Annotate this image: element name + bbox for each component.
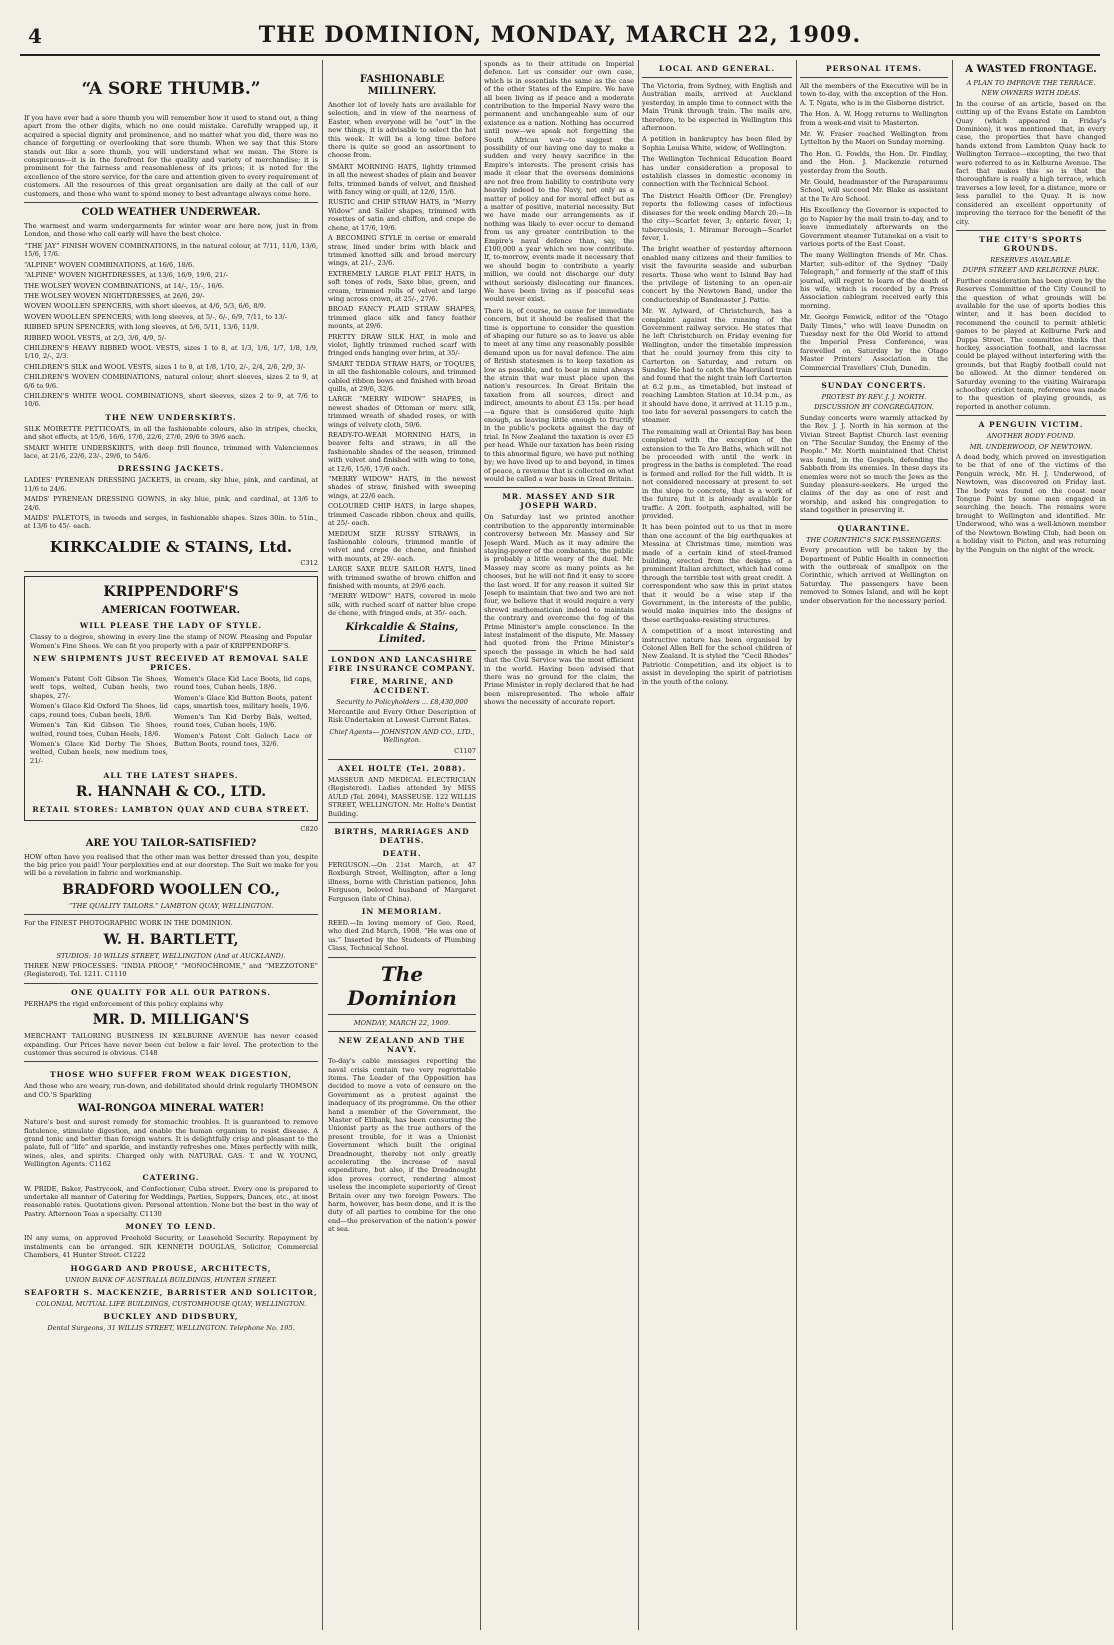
insurance-security: Security to Policyholders ... £8,430,000 xyxy=(336,697,468,706)
list-item: COLOURED CHIP HATS, in large shapes, trimmed Cascade ribbon choux and quills, at 25/- each. xyxy=(328,502,476,528)
divider xyxy=(328,822,476,823)
column-rule xyxy=(480,60,481,1630)
divider xyxy=(328,759,476,760)
krippendorf-list-left xyxy=(30,675,168,767)
underwear-intro: The warmest and warm undergarments for winter wear are here now, just in from London, and those who call early will have the best choice. xyxy=(24,222,318,239)
paper-nameplate: The Dominion xyxy=(347,961,457,1010)
divider xyxy=(956,230,1106,231)
massey-text: On Saturday last we printed another contribution to the apparently interminable controversy between Mr. Massey and Sir Joseph Ward. Much as it may admire the staying-power of the combatants, the public is probably a little weary of the duel. Mr. Massey may score as many points as he chooses, but he will not find it easy to score the last word. If for any reason it suited Sir Joseph to maintain that two and two are not four, we believe that it would require a very shrewd mathematician indeed to maintain the contrary and overcome the fog of the Prime Minister's ample conscience. In the latest instalment of the dispute, Mr. Massey had quoted from the Prime Minister's speech the passage in which he had said that the Civil Service was the most efficient in the world. Having been advised that there was no ground for the claim, the Prime Minister in reply declared that he had been misrepresented. The whole affair shows the necessity of accurate report. xyxy=(484,513,634,707)
penguin-title: A PENGUIN VICTIM. xyxy=(978,420,1084,430)
news-paragraph: The District Health Officer (Dr. Frengley) reports the following cases of infectious diseases for the week ending March 20:—In the city—Scarlet fever, 3; enteric fever, 1; tuberculosis, 1. Miramar Borough—Scarlet fever, 1. xyxy=(642,191,792,242)
column-5 xyxy=(800,60,948,1635)
masthead xyxy=(20,20,1100,56)
divider xyxy=(328,650,476,651)
leader-continued: sponds as to their attitude on Imperial defence. Let us consider our own case, which is in essentials the same as the case of the other States of the Empire. We have all been living as if peace and a moderate contribution to the Imperial Navy were the permanent and unchangeable sum of our existence as a nation. Nothing has occurred until now—we speak not forgetting the South African war—to suggest the possibility of our having one day to make a sudden and very heavy sacrifice in the Empire's interests. The present crisis has made it clear that the overseas dominions are not free from liability to contribute very heavily indeed to the Navy, not only as a matter of policy and for moral effect but as a matter of positive, material necessity. But we have made our arrangements as if nothing was likely to ever occur to demand from us any greater contribution to the Empire's naval defence than, say, the £100,000 a year which we now contribute. If, to-morrow, events made it necessary that we should begin to contribute a yearly million, we could not discharge our duty without seriously dislocating our finances. We have been living as if peaceful seas would never exist. xyxy=(484,60,634,304)
list-item: Women's Glace Kid Derby Tie Shoes, welted, Cuban heels, new medium toes, 21/- xyxy=(30,739,168,765)
column-1-advertisements xyxy=(24,60,318,1635)
insurance-title: LONDON AND LANCASHIRE FIRE INSURANCE COMPANY. xyxy=(328,654,476,673)
issue-date: MONDAY, MARCH 22, 1909. xyxy=(353,1018,451,1027)
insurance-subtitle: FIRE, MARINE, AND ACCIDENT. xyxy=(350,676,454,695)
money-text: IN any sums, on approved Freehold Security, or Leasehold Security. Repayment by instalments can be arranged. SIR KENNETH DOUGLAS, Solicitor, Commercial Chambers, 41 Hunter Street. C1222 xyxy=(24,1234,318,1260)
list-item: CHILDREN'S WOVEN COMBINATIONS, natural colour, short sleeves, sizes 2 to 9, at 6/6 to 9/6. xyxy=(24,373,318,390)
news-paragraph: Mr. W. Aylward, of Christchurch, has a complaint against the running of the Government railway service. He states that he left Christchurch on Friday evening for Wellington, under the timetable impression that he could journey from this city to Carterton on Saturday, and return on Sunday. He had to catch the Maoriland train and found that the night train left Carterton at 6.2 p.m., as timetabled, but instead of reaching Lambton Station at 10.34 p.m., as it should have done, it arrived at 11.15 p.m., too late for several passengers to catch the steamer. xyxy=(642,307,792,425)
krippendorf-title: KRIPPENDORF'S xyxy=(103,584,239,601)
list-item: READY-TO-WEAR MORNING HATS, in beaver felts and straws, in all the fashionable shades of the season, trimmed with velvet and finished with wing to tone, at 12/6, 15/6, 17/6 each. xyxy=(328,431,476,473)
divider xyxy=(328,1031,476,1032)
divider xyxy=(956,415,1106,416)
penguin-sub-2: MR. UNDERWOOD, OF NEWTOWN. xyxy=(969,442,1093,451)
column-rule xyxy=(638,60,639,1630)
divider xyxy=(642,77,792,78)
leader-text: To-day's cable messages reporting the naval crisis contain two very regrettable items. The Leader of the Opposition has decided to move a vote of censure on the Government as a protest against the inadequacy of its programme. On the other hand a member of the Government, the Master of Elibank, has been censuring the Unionist party as the true authors of the present trouble, for it was a Unionist Government which built the original Dreadnought, thereby not only greatly accelerating the increase of naval expenditure, but also, if the Dreadnought idea proves correct, rendering almost useless the incomplete superiority of Great Britain over any two foreign Powers. The harm, however, has been done, and it is the duty of all parties to combine for the one end—the preservation of the nation's power at sea. xyxy=(328,1057,476,1234)
list-item: Women's Patent Colt Goloch Lace or Button Boots, round toes, 32/6. xyxy=(174,731,312,748)
list-item: MAIDS' PALETOTS, in tweeds and serges, in fashionable shapes. Sizes 30in. to 51in., at 13/6 to 45/- each. xyxy=(24,514,318,531)
list-item: SMART TEDDA STRAW HATS, or TOQUES, in all the fashionable colours, and trimmed cabled ribbon bows and finished with broad quills, at 29/6, 32/6. xyxy=(328,359,476,393)
underwear-list xyxy=(24,242,318,409)
quality-heading: ONE QUALITY FOR ALL OUR PATRONS. xyxy=(71,987,271,997)
death-notice: FERGUSON.—On 21st March, at 47 Roxburgh Street, Wellington, after a long illness, borne with Christian patience, John Ferguson, beloved husband of Margaret Ferguson (late of China). xyxy=(328,861,476,903)
leader-continued-2: There is, of course, no cause for immediate concern, but it should be realised that the time is opportune to consider the question of shaping our future so as to leave us able to meet at any time any reasonably possible demand upon us for naval defence. The aim of British statesmen is to keep taxation as low as possible, and to bear in mind always the strain that war must place upon the nation's resources. In Great Britain the taxation from all sources, direct and indirect, amounts to about £3 15s. per head—a figure that is considered quite high enough, as leaving little enough to fructify in the public's pockets against the day of trial. In New Zealand the taxation is over £5 per head. While our taxation has been rising to this abnormal figure, we have put nothing by; we have lived up to and beyond, in times of peace, a revenue that is collected on what would be called a war basis in Great Britain. xyxy=(484,306,634,483)
krippendorf-list-right xyxy=(174,675,312,767)
divider xyxy=(24,202,318,203)
news-paragraph: The Hon. G. Fowlds, the Hon. Dr. Findlay, and the Hon. J. Mackenzie returned yesterday from the South. xyxy=(800,149,948,175)
kirkcaldie-firm-name: Kirkcaldie & Stains, Limited. xyxy=(345,621,459,645)
sore-thumb-headline: “A SORE THUMB.” xyxy=(81,79,261,99)
hoggard-address: UNION BANK OF AUSTRALIA BUILDINGS, HUNTER STREET. xyxy=(65,1275,277,1284)
tailor-title: ARE YOU TAILOR-SATISFIED? xyxy=(85,837,257,849)
column-rule xyxy=(322,60,323,1630)
list-item: CHILDREN'S HEAVY RIBBED WOOL VESTS, sizes 1 to 8, at 1/3, 1/6, 1/7, 1/8, 1/9, 1/10, 2/-, 2/3. xyxy=(24,343,318,361)
millinery-intro: Another lot of lovely hats are available for selection, and in view of the nearness of Easter, when everyone will be “out” in the new things, it is advisable to select the hat this week. It will be a long time before there is quite so good an assortment to choose from. xyxy=(328,101,476,160)
list-item: Women's Glace Kid Oxford Tie Shoes, lid caps, round toes, Cuban heels, 18/6. xyxy=(30,702,168,719)
list-item: EXTREMELY LARGE FLAT FELT HATS, in soft tones of reds, Saxe blue, green, and cream, trimmed rolls of velvet and large wing across crown, at 25/-, 27/6. xyxy=(328,269,476,303)
list-item: “ALPINE” WOVEN COMBINATIONS, at 16/6, 18/6. xyxy=(24,260,195,269)
list-item: LADIES' PYRENEAN DRESSING JACKETS, in cream, sky blue, pink, and cardinal, at 11/6 to 24/6. xyxy=(24,476,318,493)
list-item: THE WOLSEY WOVEN COMBINATIONS, at 14/-, 15/-, 16/6. xyxy=(24,281,225,290)
sports-grounds-sub-2: DUPPA STREET AND KELBURNE PARK. xyxy=(962,266,1100,275)
insurance-text: Mercantile and Every Other Description of Risk Undertaken at Lowest Current Rates. xyxy=(328,707,476,725)
kirkcaldie-firm-name: KIRKCALDIE & STAINS, Ltd. xyxy=(49,537,293,556)
sports-grounds-title: THE CITY'S SPORTS GROUNDS. xyxy=(979,234,1083,253)
list-item: “MERRY WIDOW” HATS, covered in mole silk, with ruched scarf of natter blue crepe de chene, with fringed ends, at 35/- each. xyxy=(328,592,476,618)
divider xyxy=(24,1061,318,1062)
list-item: “THE JAY” FINISH WOVEN COMBINATIONS, in the natural colour, at 7/11, 11/6, 13/6, 15/6, 17/6. xyxy=(24,241,318,259)
masseur-text: MASSEUR AND MEDICAL ELECTRICIAN (Registered). Ladies attended by MISS AULD (Tel. 2094), MASSEUSE. 122 WILLIS STREET, WELLINGTON. Mr. Holte's Dentist Building. xyxy=(328,776,476,818)
news-paragraph: It has been pointed out to us that in more than one account of the big earthquakes at Messina at Christmas time, mention was made of a certain kind of steel-framed building, erected from the designs of a prominent Italian architect, which had come through the terrible test with great credit. A correspondent who saw this in print states that it would be a wise step if the Government, in the interests of the public, would make inquiries into the designs of these earthquake-resisting structures. xyxy=(642,523,792,624)
list-item: “MERRY WIDOW” HATS, in the newest shades of straw, finished with sweeping wings, at 22/6 each. xyxy=(328,475,476,500)
milligan-lead: PERHAPS the rigid enforcement of this policy explains why xyxy=(24,999,224,1008)
column-4 xyxy=(642,60,792,1635)
massey-title: MR. MASSEY AND SIR JOSEPH WARD. xyxy=(502,492,616,511)
money-title: MONEY TO LEND. xyxy=(125,1222,217,1232)
seaforth-name: SEAFORTH S. MACKENZIE, BARRISTER AND SOLICITOR, xyxy=(24,1287,318,1297)
news-paragraph: Mr. W. Fraser reached Wellington from Lyttelton by the Maori on Sunday morning. xyxy=(800,130,948,147)
bartlett-processes: THREE NEW PROCESSES: “INDIA PROOF,” “MONOCHROME,” and “MEZZOTONE” (Registered). Tel. 1211. C1110 xyxy=(24,961,318,979)
list-item: PRETTY DRAW SILK HAT, in mole and violet, lightly trimmed ruched scarf with fringed ends hanging over brim, at 35/- xyxy=(328,332,476,358)
bradford-sub: “THE QUALITY TAILORS.” LAMBTON QUAY, WELLINGTON. xyxy=(68,901,274,910)
list-item: SMART MORNING HATS, lightly trimmed in all the newest shades of plain and beaver felts, trimmed bands of velvet, and finished with fancy wing or quill, at 12/6, 15/6. xyxy=(328,162,476,197)
leader-title: NEW ZEALAND AND THE NAVY. xyxy=(338,1036,466,1055)
seaforth-address: COLONIAL MUTUAL LIFE BUILDINGS, CUSTOMHOUSE QUAY, WELLINGTON. xyxy=(35,1299,307,1308)
tailor-text: HOW often have you realised that the other man was better dressed than you, despite the big price you paid! Your perplexities end at our doorstep. The Suit we make for you will be a revelation in fabric and workmanship. xyxy=(24,852,318,878)
list-item: THE WOLSEY WOVEN NIGHTDRESSES, at 26/6, 29/- xyxy=(24,291,205,300)
divider xyxy=(24,983,318,984)
catering-text: W. PRIDE, Baker, Pastrycook, and Confectioner, Cuba street. Every one is prepared to undertake all manner of Catering for Weddings, Parties, Suppers, Dances, etc., at most reasonable rates. Quotations given. Personal attention. None but the best in the way of Pastry. Afternoon Teas a specialty. C1130 xyxy=(24,1184,318,1218)
sunday-concerts-sub-2: DISCUSSION BY CONGREGATION. xyxy=(814,403,934,412)
wairoa-text: And those who are weary, run-down, and debilitated should drink regularly THOMSON and CO.'S Sparkling xyxy=(24,1082,318,1099)
krippendorf-shipments: NEW SHIPMENTS JUST RECEIVED AT REMOVAL SALE PRICES. xyxy=(33,654,309,673)
news-paragraph: A petition in bankruptcy has been filed by Sophia Louisa White, widow, of Wellington. xyxy=(642,135,792,152)
millinery-title: FASHIONABLE MILLINERY. xyxy=(359,74,445,97)
news-paragraph: His Excellency the Governor is expected to go to Napier by the mail train to-day, and to leave immediately afterwards on the Government steamer Tutanekai on a visit to various ports of the East Coast. xyxy=(800,206,948,248)
sports-grounds-text: Further consideration has been given by the Reserves Committee of the City Council to the question of what grounds will be available for the use of sports bodies this winter, and it has been decided to recommend the council to permit athletic games to be played at Kelburne Park and Duppa Street. The committee thinks that hockey, association football, and lacrosse could be played without interfering with the grounds, but that Rugby football could not be allowed. At the dinner tendered on Saturday evening to the visiting Wairarapa schoolboy cricket team, reference was made to the question of playing grounds, as reported in another column. xyxy=(956,276,1106,411)
penguin-text: A dead body, which proved on investigation to be that of one of the victims of the Penguin wreck, Mr. H. J. Underwood, of Newtown, was discovered on Friday last. The body was found on the coast near Tongue Point by some men engaged in searching the beach. The remains were brought to Wellington and identified. Mr. Underwood, who was a well-known member of the Newtown Bowling Club, had been on a holiday visit to Picton, and was returning by the Penguin on the night of the wreck. xyxy=(956,453,1106,554)
list-item: Women's Tan Kid Gibson Tie Shoes, welted, round toes, Cuban Heels, 18/6. xyxy=(30,721,168,738)
personal-items-title: PERSONAL ITEMS. xyxy=(826,64,922,73)
wasted-frontage-text: In the course of an article, based on the cutting up of the Evans Estate on Lambton Quay (which appeared in Friday's Dominion), it was mentioned that, in every case, the properties that have changed hands extend from Lambton Quay back to Wellington Terrace—excepting, the two that were referred to as in Kelburne Avenue. The fact that makes this so is that the thoroughfare is really a high terrace, which traverses a low level, for a distance, more or less parallel to the Quay. It is now considered an excellent opportunity of improving the terrace for the benefit of the city. xyxy=(956,99,1106,226)
memoriam-title: IN MEMORIAM. xyxy=(361,907,443,917)
wasted-frontage-sub: A PLAN TO IMPROVE THE TERRACE. xyxy=(966,79,1096,87)
milligan-name: MR. D. MILLIGAN'S xyxy=(92,1012,250,1029)
catering-title: CATERING. xyxy=(142,1172,200,1182)
death-title: DEATH. xyxy=(382,849,422,859)
list-item: “ALPINE” WOVEN NIGHTDRESSES, at 13/6, 16/9, 19/6, 21/- xyxy=(24,271,228,280)
wasted-frontage-sub-2: NEW OWNERS WITH IDEAS. xyxy=(981,89,1081,98)
list-item: MEDIUM SIZE RUSSY STRAWS, in fashionable colours, trimmed mantle of velvet and crepe de chene, and finished with mounts, at 29/- each. xyxy=(328,529,476,563)
insurance-agents: Chief Agents— JOHNSTON AND CO., LTD., Wellington. xyxy=(329,727,475,745)
list-item: LARGE “MERRY WIDOW” SHAPES, in newest shades of Ottoman or merv. silk, trimmed wreath of shaded roses, or with wings of velvety cloth, 59/6. xyxy=(328,395,476,429)
krippendorf-subtitle: AMERICAN FOOTWEAR. xyxy=(101,605,241,617)
list-item: SMART WHITE UNDERSKIRTS, with deep frill flounce, trimmed with Valenciennes lace, at 21/6, 22/6, 23/-, 29/6, to 54/6. xyxy=(24,443,318,460)
buckley-name: BUCKLEY AND DIDSBURY, xyxy=(103,1312,239,1322)
news-paragraph: The many Wellington friends of Mr. Chas. Marter, sub-editor of the Sydney “Daily Telegraph,” and formerly of the staff of this journal, will regret to learn of the death of his wife, which is recorded by a Press Association cablegram received early this morning. xyxy=(800,251,948,310)
bartlett-address: STUDIOS: 10 WILLIS STREET, WELLINGTON (And at AUCKLAND). xyxy=(56,951,286,960)
news-paragraph: The remaining wall at Oriental Bay has been completed with the exception of the extension to the Te Aro Baths, which will not be proceeded with until the work in progress in the baths is completed. The road is formed and rolled for the full width. It is not considered necessary at present to set in the slope to concrete, that is a work of the future, but it is already available for traffic. A 20ft. footpath, asphalted, will be provided. xyxy=(642,427,792,520)
bradford-name: BRADFORD WOOLLEN CO., xyxy=(62,881,280,898)
sports-grounds-sub: RESERVES AVAILABLE. xyxy=(990,255,1072,264)
list-item: WOVEN WOOLLEN SPENCERS, with short sleeves, at 4/6, 5/3, 6/6, 8/9. xyxy=(24,302,266,311)
wairoa-text-2: Nature's best and surest remedy for stomachic troubles. It is guaranteed to remove flatulence, stimulate digestion, and enable the human organism to resist disease. A grand tonic and better than foreign waters. It is delightfully crisp and pleasant to the palate, full of “life” and sparkle, and instantly refreshes one. Mixes perfectly with milk, wines, ales, and spirits. Charged only with NATURAL GAS. T. and W. YOUNG, Wellington Agents. C1162 xyxy=(24,1118,318,1169)
krippendorf-lists xyxy=(30,675,312,767)
milligan-text: MERCHANT TAILORING BUSINESS IN KELBURNE AVENUE has never ceased expanding. Our Prices have never been cut below a fair level. The protection to the customer thus secured is obvious. C148 xyxy=(24,1032,318,1057)
column-rule xyxy=(952,60,953,1630)
page-number: 4 xyxy=(28,24,42,48)
buckley-address: Dental Surgeons, 31 WILLIS STREET, WELLINGTON. Telephone No. 195. xyxy=(47,1324,295,1333)
list-item: MAIDS' PYRENEAN DRESSING GOWNS, in sky blue, pink, and cardinal, at 13/6 to 24/6. xyxy=(24,495,318,512)
hoggard-name: HOGGARD AND PROUSE, ARCHITECTS, xyxy=(70,1263,272,1273)
memoriam-notice: REED.—In loving memory of Geo. Reed, who died 2nd March, 1908. “He was one of us.” Inserted by the Students of Plumbing Class, Technical School. xyxy=(328,919,476,953)
news-paragraph: The Hon. A. W. Hogg returns to Wellington from a week-end visit to Masterton. xyxy=(800,110,948,127)
list-item: CHILDREN'S WHITE WOOL COMBINATIONS, short sleeves, sizes 2 to 9, at 7/6 to 10/6. xyxy=(24,391,318,409)
sunday-concerts-text: Sunday concerts were warmly attacked by the Rev. J. J. North in his sermon at the Vivian Street Baptist Church last evening on “The Secular Sunday, the Enemy of the People.” Mr. North maintained that Christ was found, in the Gospels, defending the Sabbath from its enemies. In these days its enemies were not so much the Jews as the Sunday pleasure-seekers. He urged the claims of the day as one of rest and worship, and asked his congregation to stand together in preserving it. xyxy=(800,413,948,515)
ad-ref: C312 xyxy=(300,558,318,567)
quarantine-text: Every precaution will be taken by the Department of Public Health in connection with the outbreak of smallpox on the Corinthic, which arrived at Wellington on Saturday. The passengers have been removed to Somes Island, and will be kept under observation for the necessary period. xyxy=(800,546,948,605)
krippendorf-tagline: WILL PLEASE THE LADY OF STYLE. xyxy=(79,621,263,631)
hannah-name: R. HANNAH & CO., LTD. xyxy=(75,784,267,801)
column-3 xyxy=(484,60,634,1635)
divider xyxy=(484,487,634,488)
list-item: A BECOMING STYLE in cerise or emerald straw, lined under brim with black and trimmed knotted silk and broad mercury wings, at 21/-, 23/6. xyxy=(328,234,476,268)
divider xyxy=(328,1014,476,1015)
list-item: CHILDREN'S SILK and WOOL VESTS, sizes 1 to 8, at 1/8, 1/10, 2/-, 2/4, 2/6, 2/9, 3/- xyxy=(24,362,306,371)
divider xyxy=(24,571,318,572)
news-paragraph: All the members of the Executive will be in town to-day, with the exception of the Hon. A. T. Ngata, who is in the Gisborne district. xyxy=(800,82,948,107)
divider xyxy=(800,376,948,377)
list-item: SILK MOIRETTE PETTICOATS, in all the fashionable colours, also in stripes, checks, and shot effects, at 15/6, 16/6, 17/6, 22/6, 27/6, 29/6 to 39/6 each. xyxy=(24,424,318,442)
list-item: WOVEN WOOLLEN SPENCERS, with long sleeves, at 5/-, 6/-, 6/9, 7/11, to 13/- xyxy=(24,312,287,321)
wairoa-lead: THOSE WHO SUFFER FROM WEAK DIGESTION, xyxy=(49,1070,293,1080)
jackets-title: DRESSING JACKETS. xyxy=(117,464,225,474)
underskirts-title: THE NEW UNDERSKIRTS. xyxy=(105,412,237,422)
sunday-concerts-title: SUNDAY CONCERTS. xyxy=(821,381,927,390)
column-2 xyxy=(328,60,476,1635)
news-paragraph: Mr. Gould, headmaster of the Paraparaumu School, will succeed Mr. Blake as assistant at the Te Aro School. xyxy=(800,178,948,203)
news-paragraph: The Victoria, from Sydney, with English and Australian mails, arrived at Auckland yesterday, in ample time to connect with the Main Trunk through train. The mails are, therefore, to be expected in Wellington this afternoon. xyxy=(642,82,792,133)
bmd-title: BIRTHS, MARRIAGES AND DEATHS. xyxy=(334,827,470,846)
divider xyxy=(24,914,318,915)
list-item: Women's Glace Kid Button Boots, patent caps, smartish toes, military heels, 19/6. xyxy=(174,693,312,711)
divider xyxy=(800,519,948,520)
column-6 xyxy=(956,60,1106,1635)
ad-ref: C820 xyxy=(300,825,318,834)
list-item: Women's Patent Colt Gibson Tie Shoes, welt tops, welted, Cuban heels, two shapes, 27/- xyxy=(30,675,168,700)
quarantine-sub: THE CORINTHIC'S SICK PASSENGERS. xyxy=(806,535,942,544)
divider xyxy=(328,957,476,958)
krippendorf-latest: ALL THE LATEST SHAPES. xyxy=(103,771,239,781)
wasted-frontage-title: A WASTED FRONTAGE. xyxy=(965,64,1097,75)
list-item: Women's Glace Kid Lace Boots, lid caps, round toes, Cuban heels, 18/6. xyxy=(174,675,312,692)
list-item: RUSTIC and CHIP STRAW HATS, in “Merry Widow” and Sailor shapes, trimmed with rosettes of satin and chiffon, and crepe de chene, at 17/6, 19/6. xyxy=(328,198,476,232)
divider xyxy=(800,77,948,78)
small-ads-left xyxy=(24,1066,318,1334)
masthead-title: THE DOMINION, MONDAY, MARCH 22, 1909. xyxy=(258,22,862,48)
quarantine-title: QUARANTINE. xyxy=(837,523,911,533)
hannah-address: RETAIL STORES: LAMBTON QUAY AND CUBA STREET. xyxy=(32,805,310,815)
list-item: Women's Tan Kid Derby Bals, welted, round toes, Cuban heels, 19/6. xyxy=(174,712,312,730)
sunday-concerts-sub: PROTEST BY REV. J. J. NORTH. xyxy=(821,393,927,401)
news-paragraph: The Wellington Technical Education Board has under consideration a proposal to establish classes in domestic economy in connection with the Technical School. xyxy=(642,155,792,189)
ad-ref: C1107 xyxy=(454,746,476,755)
bartlett-lead: For the FINEST PHOTOGRAPHIC WORK IN THE DOMINION. xyxy=(24,919,233,928)
sore-thumb-intro: If you have ever had a sore thumb you will remember how it used to stand out, a thing apart from the other digits, which no one could mistake. Carefully wrapped up, it acquired a special dignity and prominence, and no matter what you did, there was no chance of forgetting or overlooking that sore thumb. When we say that this Store stands out like a sore thumb, you will understand what we mean. The Store is conspicuous—it is in the forefront for the quality and variety of merchandise; it is prominent for the fairness and reasonableness of its prices; it is noted for the excellence of the store service, for the care and attention given to every requirement of customers. All the resources of this great organisation are daily at the call of our customers, and those who want to spend money to best advantage always come here. xyxy=(24,114,318,198)
list-item: LARGE SAXE BLUE SAILOR HATS, lined with trimmed swathe of brown chiffon and finished with mounts, at 29/6 each. xyxy=(328,565,476,590)
list-item: RIBBED WOOL VESTS, at 2/3, 3/6, 4/9, 5/- xyxy=(24,333,167,342)
millinery-list xyxy=(328,163,476,618)
list-item: RIBBED SPUN SPENCERS, with long sleeves, at 5/6, 5/11, 13/6, 11/9. xyxy=(24,323,259,332)
news-paragraph: A competition of a most interesting and instructive nature has been organised by Colonel Allen Bell for the school children of New Zealand. It is styled the “Cecil Rhodes” Patriotic Competition, and its object is to assist in developing the spirit of patriotism in the youth of the colony. xyxy=(642,627,792,686)
local-general-title: LOCAL AND GENERAL. xyxy=(659,64,775,73)
krippendorf-text: Classy to a degree, showing in every line the stamp of NOW. Pleasing and Popular Women's Fine Shoes. We can fit you properly with a pair of KRIPPENDORF'S. xyxy=(30,633,312,650)
list-item: BROAD FANCY PLAID STRAW SHAPES, trimmed glace silk and fancy feather mounts, at 29/6. xyxy=(328,305,476,331)
news-paragraph: Mr. George Fenwick, editor of the “Otago Daily Times,” who will leave Dunedin on Tuesday next for the Old World to attend the Imperial Press Conference, was farewelled on Saturday by the Otago Master Printers' Association in the Commercial Travellers' Club, Dunedin. xyxy=(800,313,948,372)
column-rule xyxy=(796,60,797,1630)
masseur-lead: AXEL HOLTE (Tel. 2088). xyxy=(337,764,467,773)
news-paragraph: The bright weather of yesterday afternoon enabled many citizens and their families to visit the favourite seaside and suburban resorts. Those who went to Island Bay had the privilege of listening to an open-air concert by the Newtown Band, under the conductorship of Bandmaster J. Pattie. xyxy=(642,245,792,304)
krippendorf-ad xyxy=(24,576,318,821)
small-ads xyxy=(24,1066,318,1334)
underwear-title: COLD WEATHER UNDERWEAR. xyxy=(81,207,261,219)
bartlett-name: W. H. BARTLETT, xyxy=(103,931,239,948)
penguin-sub: ANOTHER BODY FOUND. xyxy=(986,432,1076,441)
wairoa-name: WAI-RONGOA MINERAL WATER! xyxy=(77,1103,265,1115)
